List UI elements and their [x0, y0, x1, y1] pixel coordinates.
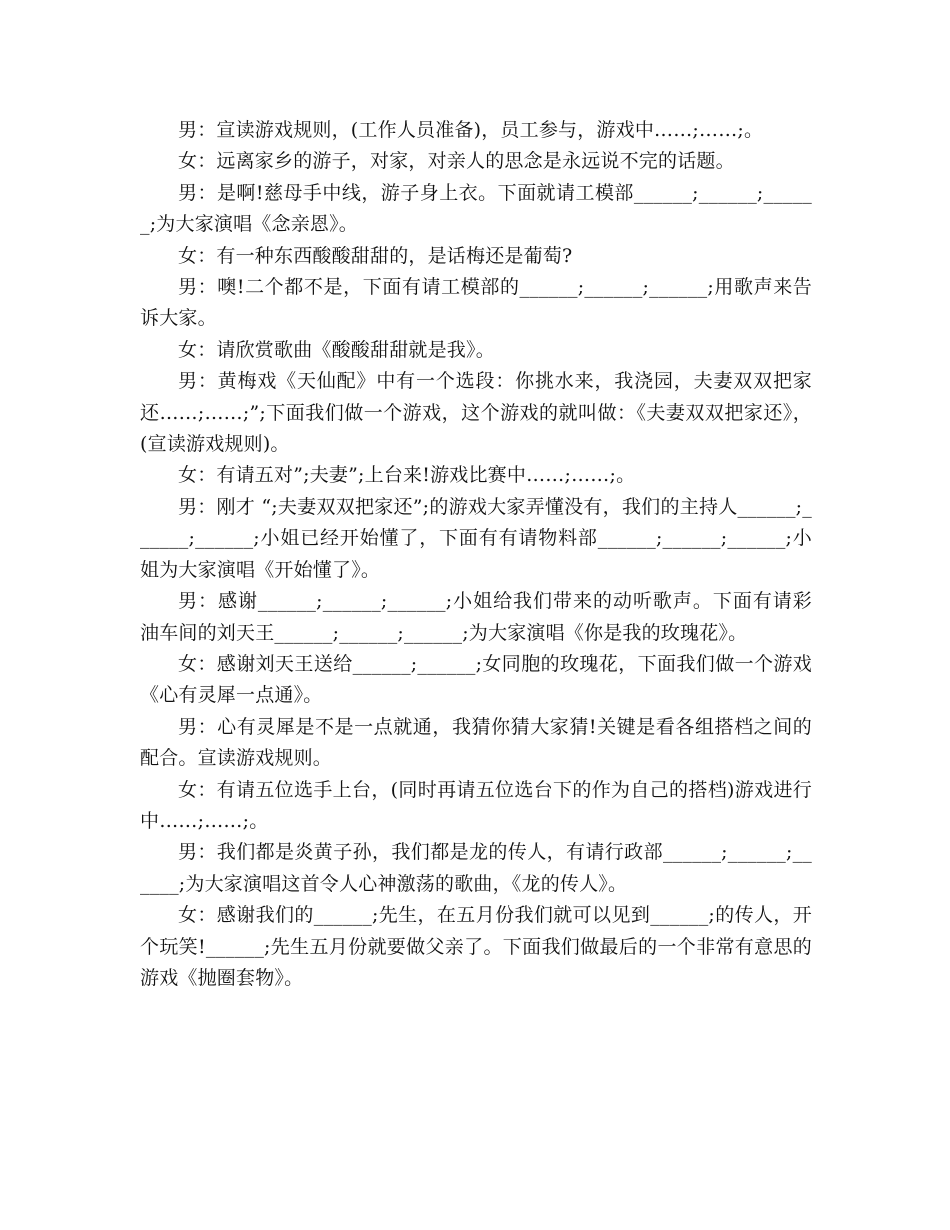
- paragraph: 男：刚才 “;夫妻双双把家还”;的游戏大家弄懂没有，我们的主持人______;______;______;小姐已经开始懂了，下面有有请物料部______;______;______;小姐为大家演唱《开始懂了》。: [140, 495, 812, 581]
- paragraph: 女：有一种东西酸酸甜甜的，是话梅还是葡萄?: [178, 244, 573, 267]
- document-body: [140, 115, 812, 994]
- paragraph: 男：噢!二个都不是，下面有请工模部的______;______;______;用歌声来告诉大家。: [140, 276, 812, 330]
- paragraph: 女：感谢刘天王送给______;______;女同胞的玫瑰花，下面我们做一个游戏《心有灵犀一点通》。: [140, 652, 812, 707]
- paragraph: 女：请欣赏歌曲《酸酸甜甜就是我》。: [178, 338, 495, 361]
- paragraph: 女：感谢我们的______;先生，在五月份我们就可以见到______;的传人，开个玩笑!______;先生五月份就要做父亲了。下面我们做最后的一个非常有意思的游戏《抛圈套物》。: [140, 904, 812, 989]
- paragraph: 男：心有灵犀是不是一点就通，我猜你猜大家猜!关键是看各组搭档之间的配合。宣读游戏规则。: [140, 715, 812, 770]
- paragraph: 男：宣读游戏规则，(工作人员准备)，员工参与，游戏中……;……;。: [178, 119, 764, 141]
- paragraph: 男：我们都是炎黄子孙，我们都是龙的传人，有请行政部______;______;______;为大家演唱这首令人心神激荡的歌曲，《龙的传人》。: [140, 841, 812, 895]
- paragraph: 男：是啊!慈母手中线，游子身上衣。下面就请工模部______;______;______;为大家演唱《念亲恩》。: [140, 181, 812, 236]
- paragraph: 男：黄梅戏《天仙配》中有一个选段：你挑水来，我浇园，夫妻双双把家还……;……;”;下面我们做一个游戏，这个游戏的就叫做：《夫妻双双把家还》，(宣读游戏规则)。: [140, 370, 812, 456]
- paragraph: 女：有请五对”;夫妻”;上台来!游戏比赛中……;……;。: [178, 464, 636, 487]
- paragraph: 女：远离家乡的游子，对家，对亲人的思念是永远说不完的话题。: [178, 150, 735, 173]
- paragraph: 男：感谢______;______;______;小姐给我们带来的动听歌声。下面有请彩油车间的刘天王______;______;______;为大家演唱《你是我的玫瑰花》。: [140, 590, 812, 644]
- paragraph: 女：有请五位选手上台，(同时再请五位选台下的作为自己的搭档)游戏进行中……;……;。: [140, 778, 812, 832]
